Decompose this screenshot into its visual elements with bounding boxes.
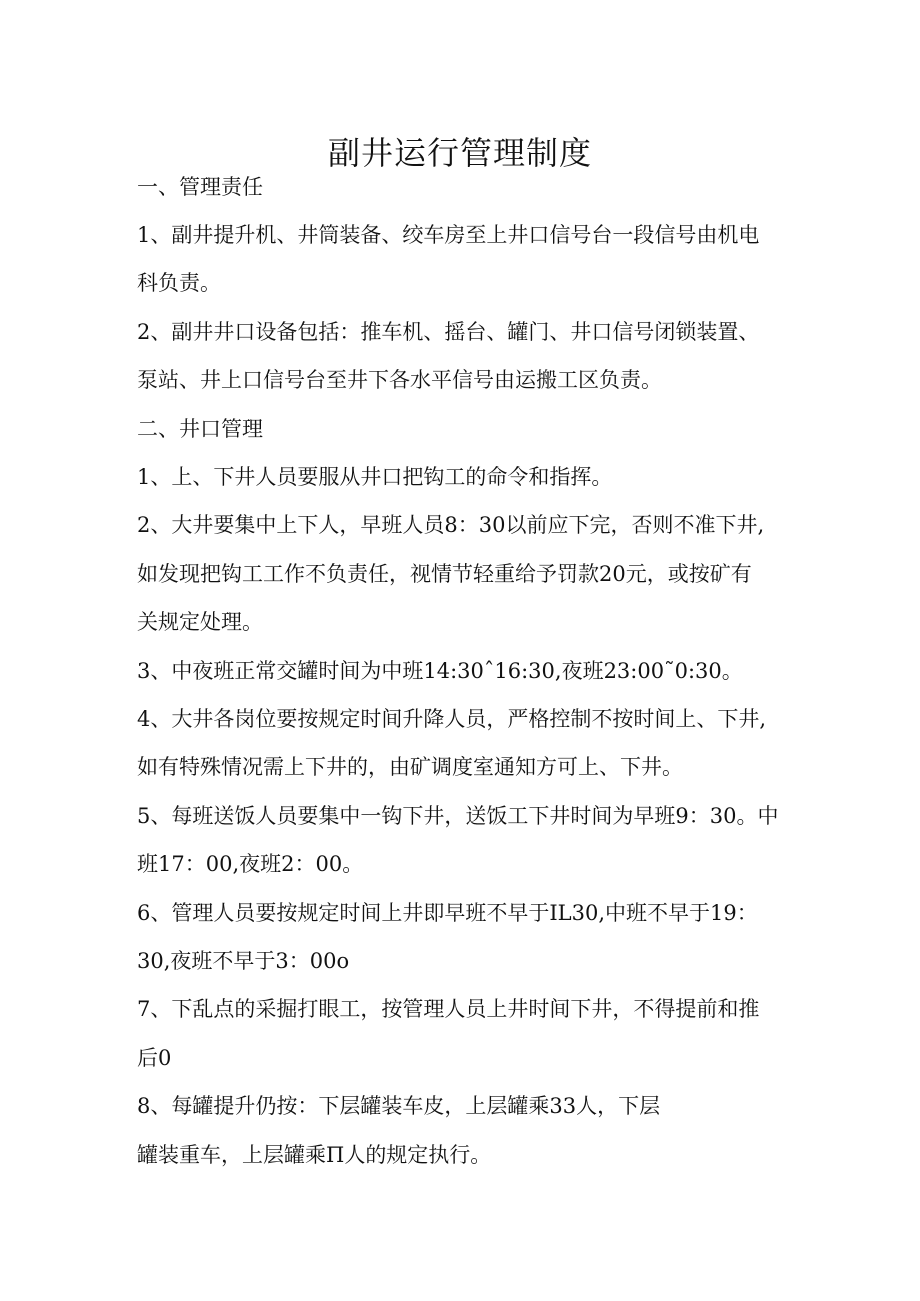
text-line: 班17：00,夜班2：00。: [137, 852, 364, 876]
text-line: 2、大井要集中上下人，早班人员8：30以前应下完，否则不准下井,: [137, 513, 765, 537]
text-line: 罐装重车，上层罐乘Π人的规定执行。: [137, 1143, 492, 1167]
text-line: 1、副井提升机、井筒装备、绞车房至上井口信号台一段信号由机电: [137, 223, 760, 247]
section-heading-wellhead: 二、井口管理: [137, 417, 263, 441]
text-line: 30,夜班不早于3：00o: [137, 949, 350, 973]
text-line: 2、副井井口设备包括：推车机、摇台、罐门、井口信号闭锁装置、: [137, 320, 760, 344]
text-line: 5、每班送饭人员要集中一钩下井，送饭工下井时间为早班9：30。中: [137, 804, 779, 828]
text-line: 科负责。: [137, 271, 221, 295]
text-line: 后0: [137, 1046, 172, 1070]
text-line: 6、管理人员要按规定时间上井即早班不早于IL30,中班不早于19：: [137, 901, 758, 925]
section-heading-responsibility: 一、管理责任: [137, 175, 263, 199]
text-line: 3、中夜班正常交罐时间为中班14:30ˆ16:30,夜班23:00˜0:30。: [137, 659, 743, 683]
text-line: 关规定处理。: [137, 610, 263, 634]
text-line: 1、上、下井人员要服从井口把钩工的命令和指挥。: [137, 465, 613, 489]
document-title: 副井运行管理制度: [327, 134, 592, 173]
text-line: 7、下乱点的采掘打眼工，按管理人员上井时间下井，不得提前和推: [137, 997, 760, 1021]
text-line: 如有特殊情况需上下井的，由矿调度室通知方可上、下井。: [137, 755, 683, 779]
text-line: 泵站、井上口信号台至井下各水平信号由运搬工区负责。: [137, 368, 662, 392]
text-line: 8、每罐提升仍按：下层罐装车皮，上层罐乘33人，下层: [137, 1094, 661, 1118]
text-line: 如发现把钩工工作不负责任，视情节轻重给予罚款20元，或按矿有: [137, 562, 752, 586]
text-line: 4、大井各岗位要按规定时间升降人员，严格控制不按时间上、下井,: [137, 707, 767, 731]
